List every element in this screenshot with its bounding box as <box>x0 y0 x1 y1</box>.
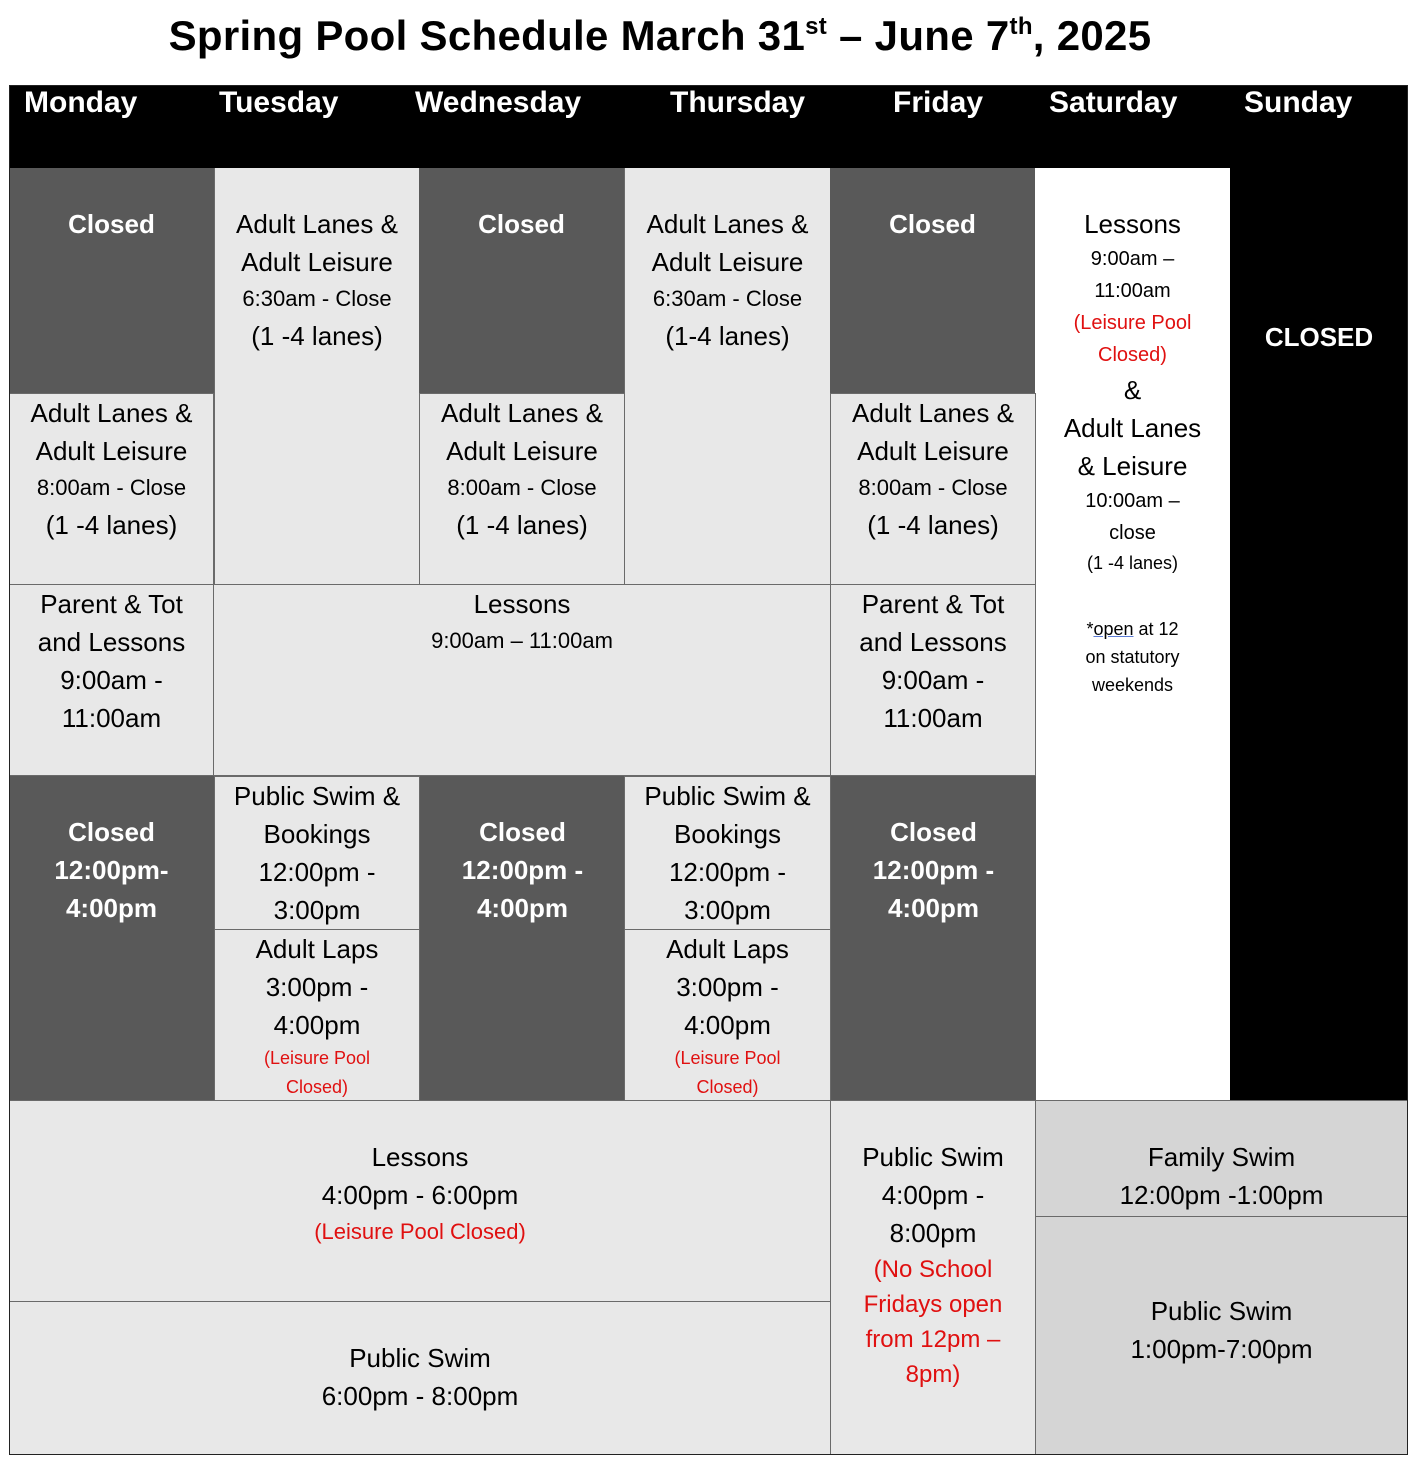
header-friday: Friday <box>893 86 984 119</box>
cell-lanes: (1 -4 lanes) <box>456 510 588 540</box>
friday-public-swim-evening <box>830 1100 1036 1455</box>
stat-star: * <box>1086 619 1094 639</box>
cell-label: Closed <box>478 209 565 239</box>
cell-line: 4:00pm <box>273 1010 361 1040</box>
cell-line: and Lessons <box>859 627 1007 657</box>
sunday-closed-label: CLOSED <box>1264 322 1374 352</box>
cell-lanes: (1 -4 lanes) <box>867 510 999 540</box>
cell-lanes: (1-4 lanes) <box>665 321 790 351</box>
cell-line: Public Swim <box>349 1343 491 1373</box>
stat-rest: at 12 <box>1133 619 1179 639</box>
friday-adult-lanes <box>830 393 1036 585</box>
saturday-amp: & <box>1123 375 1142 405</box>
cell-line: Public Swim <box>862 1142 1004 1172</box>
cell-line: 9:00am - <box>881 665 985 695</box>
cell-line: 11:00am <box>61 703 162 733</box>
cell-line: Lessons <box>371 1142 469 1172</box>
weekend-public-swim <box>1035 1216 1408 1455</box>
cell-time: 6:30am - Close <box>242 286 392 311</box>
cell-note: (Leisure Pool <box>674 1048 781 1068</box>
friday-parent-tot <box>830 584 1036 776</box>
cell-line: Adult Lanes & <box>441 398 603 428</box>
cell-line: Adult Leisure <box>35 436 188 466</box>
cell-time: 4:00pm - 6:00pm <box>321 1180 519 1210</box>
monday-parent-tot <box>9 584 214 776</box>
header-thursday: Thursday <box>670 86 806 119</box>
saturday-lessons-title: Lessons <box>1084 209 1181 239</box>
stat-open: open <box>1093 619 1134 639</box>
cell-time: 8:00am - Close <box>447 475 597 500</box>
cell-note: Fridays open <box>863 1291 1003 1318</box>
header-tuesday: Tuesday <box>219 86 339 119</box>
monday-midday-closed <box>9 776 214 1101</box>
cell-line: 9:00am - <box>60 665 163 695</box>
cell-line: Family Swim <box>1147 1142 1296 1172</box>
saturday-adult-time: 10:00am – <box>1085 490 1180 512</box>
cell-lanes: (1 -4 lanes) <box>251 321 383 351</box>
cell-time: 6:30am - Close <box>652 286 803 311</box>
cell-line: Adult Leisure <box>446 436 598 466</box>
saturday-stat-note: weekends <box>1091 675 1174 695</box>
cell-label: Closed <box>889 209 976 239</box>
cell-note: Closed) <box>285 1077 349 1097</box>
cell-line: 3:00pm - <box>676 972 779 1002</box>
tuesday-public-swim-bookings <box>214 776 420 930</box>
cell-line: Adult Leisure <box>241 247 393 277</box>
cell-note: from 12pm – <box>865 1326 1001 1353</box>
cell-time: 6:00pm - 8:00pm <box>321 1381 519 1411</box>
wednesday-adult-lanes <box>419 393 625 585</box>
cell-line: Adult Lanes & <box>646 209 809 239</box>
saturday-morning-block <box>1035 168 1230 1101</box>
cell-line: 3:00pm - <box>265 972 369 1002</box>
cell-time: 1:00pm-7:00pm <box>1130 1334 1313 1364</box>
cell-line: 12:00pm - <box>872 855 995 885</box>
cell-line: Adult Leisure <box>651 247 804 277</box>
saturday-lessons-time: 11:00am <box>1094 280 1171 302</box>
saturday-stat-note: on statutory <box>1085 647 1180 667</box>
tuesday-adult-laps <box>214 929 420 1101</box>
wednesday-midday-closed <box>420 776 625 1101</box>
thursday-adult-laps <box>624 929 831 1101</box>
tuesday-adult-lanes <box>214 168 419 584</box>
cell-line: Closed <box>68 817 155 847</box>
cell-line: 4:00pm <box>65 893 158 923</box>
cell-line: Lessons <box>473 589 571 619</box>
cell-time: 12:00pm -1:00pm <box>1119 1180 1324 1210</box>
cell-note: Closed) <box>696 1077 759 1097</box>
cell-line: and Lessons <box>37 627 186 657</box>
page-title: Spring Pool Schedule March 31st – June 7th, 2025 <box>168 12 1152 59</box>
wednesday-early-closed <box>419 168 624 393</box>
cell-note: (Leisure Pool Closed) <box>314 1219 526 1244</box>
saturday-lessons-time: 9:00am – <box>1090 248 1175 270</box>
cell-line: 12:00pm- <box>54 855 169 885</box>
cell-line: Adult Lanes & <box>30 398 193 428</box>
monday-early-closed <box>9 168 214 393</box>
cell-lanes: (1 -4 lanes) <box>45 510 178 540</box>
header-wednesday: Wednesday <box>415 86 582 119</box>
cell-time: 8:00am - Close <box>858 475 1008 500</box>
cell-line: 4:00pm <box>476 893 569 923</box>
cell-line: Adult Laps <box>666 934 789 964</box>
cell-line: Bookings <box>674 819 781 849</box>
cell-line: 12:00pm - <box>461 855 584 885</box>
monday-adult-lanes <box>9 393 214 585</box>
cell-line: Adult Laps <box>255 934 379 964</box>
cell-line: 4:00pm <box>684 1010 771 1040</box>
friday-early-closed <box>830 168 1035 393</box>
cell-line: Public Swim <box>1150 1296 1293 1326</box>
saturday-adult-lanes: (1 -4 lanes) <box>1086 553 1179 573</box>
cell-line: 3:00pm <box>273 895 361 925</box>
cell-line: 12:00pm - <box>668 857 787 887</box>
cell-line: Adult Leisure <box>857 436 1009 466</box>
cell-note: (No School <box>873 1256 993 1283</box>
saturday-note: (Leisure Pool <box>1073 312 1192 334</box>
cell-line: Adult Lanes & <box>236 209 398 239</box>
header-monday: Monday <box>24 86 138 119</box>
thursday-adult-lanes <box>624 168 830 584</box>
cell-line: Adult Lanes & <box>852 398 1014 428</box>
cell-line: Closed <box>890 817 977 847</box>
saturday-adult-time: close <box>1109 522 1156 544</box>
saturday-stat-note <box>1086 615 1178 643</box>
mon-thu-lessons-evening <box>9 1100 831 1302</box>
saturday-adult-title: & Leisure <box>1077 451 1188 481</box>
cell-time: 8:00pm <box>889 1218 977 1248</box>
cell-note: (Leisure Pool <box>263 1048 371 1068</box>
saturday-note: Closed) <box>1098 344 1167 366</box>
friday-midday-closed <box>831 776 1036 1101</box>
cell-time: 9:00am – 11:00am <box>431 628 613 653</box>
cell-line: Closed <box>479 817 566 847</box>
cell-line: 4:00pm <box>887 893 980 923</box>
thursday-public-swim-bookings <box>624 776 831 930</box>
cell-label: Closed <box>68 209 155 239</box>
cell-line: Bookings <box>263 819 371 849</box>
mon-thu-public-swim-evening <box>9 1301 831 1455</box>
cell-line: Public Swim & <box>233 781 401 811</box>
cell-line: 11:00am <box>883 703 983 733</box>
header-sunday: Sunday <box>1244 86 1353 119</box>
header-saturday: Saturday <box>1049 86 1178 119</box>
saturday-adult-title: Adult Lanes <box>1063 413 1202 443</box>
cell-time: 4:00pm - <box>881 1180 985 1210</box>
cell-note: 8pm) <box>905 1361 961 1388</box>
cell-line: 3:00pm <box>684 895 771 925</box>
weekend-family-swim <box>1035 1100 1408 1217</box>
cell-line: 12:00pm - <box>258 857 376 887</box>
tue-thu-lessons-morning <box>213 584 831 776</box>
cell-line: Parent & Tot <box>861 589 1005 619</box>
sunday-closed <box>1230 168 1408 1101</box>
cell-line: Parent & Tot <box>40 589 183 619</box>
cell-time: 8:00am - Close <box>36 475 187 500</box>
cell-line: Public Swim & <box>644 781 811 811</box>
